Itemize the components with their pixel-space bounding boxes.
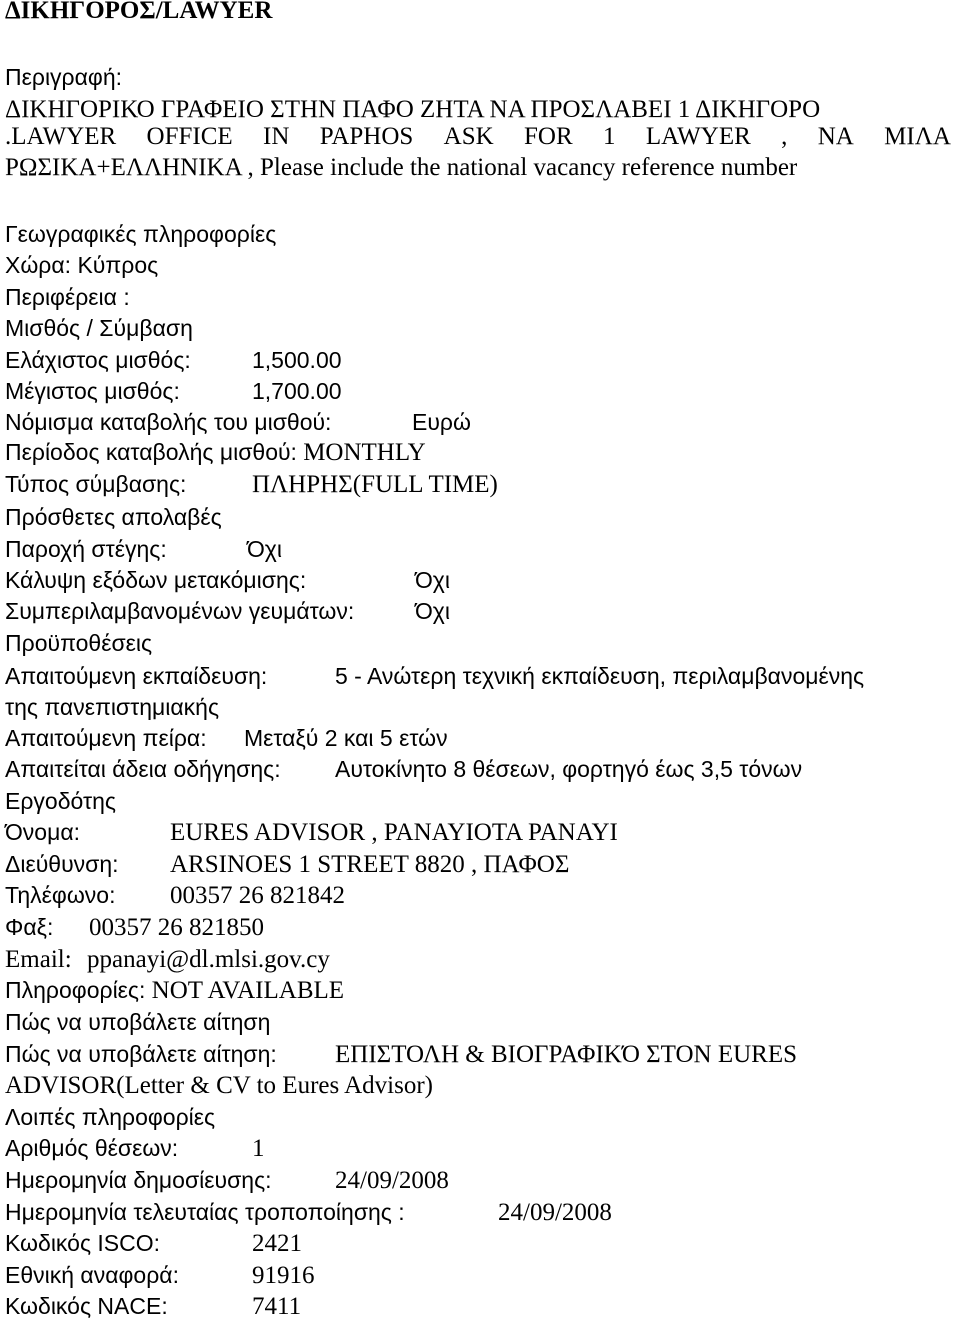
- contract-type-label: Τύπος σύμβασης:: [5, 471, 187, 497]
- geography-heading: Γεωγραφικές πληροφορίες: [5, 221, 277, 247]
- application-method-continued: ADVISOR(Letter & CV to Eures Advisor): [5, 1072, 433, 1099]
- region-field: Περιφέρεια :: [5, 284, 130, 310]
- phone-value: 00357 26 821842: [170, 882, 345, 909]
- other-info-heading: Λοιπές πληροφορίες: [5, 1104, 216, 1130]
- max-salary-label: Μέγιστος μισθός:: [5, 378, 180, 404]
- experience-value: Μεταξύ 2 και 5 ετών: [244, 725, 448, 751]
- description-word: ASK: [443, 123, 494, 150]
- description-word: ΜΙΛΑ: [884, 123, 951, 150]
- description-line-3: ΡΩΣΙΚΑ+ΕΛΛΗΝΙΚΑ , Please include the national vacancy reference number: [5, 154, 798, 181]
- email-value: ppanayi@dl.mlsi.gov.cy: [87, 946, 330, 973]
- salary-heading: Μισθός / Σύμβαση: [5, 315, 193, 341]
- positions-value: 1: [252, 1135, 265, 1162]
- education-label: Απαιτούμενη εκπαίδευση:: [5, 663, 268, 689]
- requirements-heading: Προϋποθέσεις: [5, 630, 153, 656]
- min-salary-value: 1,500.00: [252, 347, 342, 373]
- pay-period-value: MONTHLY: [303, 439, 426, 466]
- pay-period-row: [5, 437, 426, 468]
- info-label: Πληροφορίες:: [5, 977, 146, 1003]
- experience-label: Απαιτούμενη πείρα:: [5, 725, 207, 751]
- description-word: LAWYER: [645, 123, 751, 150]
- description-word: OFFICE: [146, 123, 233, 150]
- page-title: ΔΙΚΗΓΟΡΟΣ/LAWYER: [5, 0, 273, 24]
- application-method-label: Πώς να υποβάλετε αίτηση:: [5, 1041, 277, 1067]
- nace-code-label: Κωδικός NACE:: [5, 1293, 168, 1319]
- employer-name-label: Όνομα:: [5, 819, 81, 845]
- modified-date-value: 24/09/2008: [498, 1199, 612, 1226]
- description-word: FOR: [524, 123, 573, 150]
- education-value-continued: της πανεπιστημιακής: [5, 694, 220, 720]
- address-value: ARSINOES 1 STREET 8820 , ΠΑΦΟΣ: [170, 851, 570, 878]
- relocation-label: Κάλυψη εξόδων μετακόμισης:: [5, 567, 307, 593]
- info-row: [5, 975, 344, 1006]
- employer-name-value: EURES ADVISOR , PANAYIOTA PANAYI: [170, 819, 618, 846]
- education-value: 5 - Ανώτερη τεχνική εκπαίδευση, περιλαμβανομένης: [335, 663, 865, 689]
- isco-code-value: 2421: [252, 1230, 302, 1257]
- housing-label: Παροχή στέγης:: [5, 536, 167, 562]
- meals-value: Όχι: [415, 598, 450, 624]
- housing-value: Όχι: [247, 536, 282, 562]
- country-field: Χώρα: Κύπρος: [5, 252, 159, 278]
- description-word: .LAWYER: [5, 123, 117, 150]
- nace-code-value: 7411: [252, 1293, 302, 1320]
- description-word: 1: [603, 123, 616, 150]
- isco-code-label: Κωδικός ISCO:: [5, 1230, 161, 1256]
- description-heading: Περιγραφή:: [5, 64, 123, 90]
- description-word: PAPHOS: [319, 123, 414, 150]
- min-salary-label: Ελάχιστος μισθός:: [5, 347, 191, 373]
- national-reference-label: Εθνική αναφορά:: [5, 1262, 179, 1288]
- benefits-heading: Πρόσθετες απολαβές: [5, 504, 222, 530]
- published-date-label: Ημερομηνία δημοσίευσης:: [5, 1167, 272, 1193]
- currency-value: Ευρώ: [412, 409, 471, 435]
- email-label: Email:: [5, 946, 72, 973]
- contract-type-value: ΠΛΗΡΗΣ(FULL TIME): [252, 471, 498, 498]
- description-word: ,: [781, 123, 788, 150]
- national-reference-value: 91916: [252, 1262, 315, 1289]
- published-date-value: 24/09/2008: [335, 1167, 449, 1194]
- positions-label: Αριθμός θέσεων:: [5, 1135, 179, 1161]
- description-word: ΝΑ: [817, 123, 854, 150]
- driving-license-value: Αυτοκίνητο 8 θέσεων, φορτηγό έως 3,5 τόνων: [335, 756, 803, 782]
- fax-value: 00357 26 821850: [89, 914, 264, 941]
- application-method-value: ΕΠΙΣΤΟΛΗ & ΒΙΟΓΡΑΦΙΚΌ ΣΤΟΝ EURES: [335, 1041, 798, 1068]
- modified-date-label: Ημερομηνία τελευταίας τροποποίησης :: [5, 1199, 405, 1225]
- fax-label: Φαξ:: [5, 914, 54, 940]
- employer-heading: Εργοδότης: [5, 788, 116, 814]
- phone-label: Τηλέφωνο:: [5, 882, 116, 908]
- meals-label: Συμπεριλαμβανομένων γευμάτων:: [5, 598, 355, 624]
- description-line-2: [5, 121, 951, 152]
- address-label: Διεύθυνση:: [5, 851, 119, 877]
- relocation-value: Όχι: [415, 567, 450, 593]
- currency-label: Νόμισμα καταβολής του μισθού:: [5, 409, 332, 435]
- max-salary-value: 1,700.00: [252, 378, 342, 404]
- pay-period-label: Περίοδος καταβολής μισθού:: [5, 439, 297, 465]
- info-value: NOT AVAILABLE: [151, 977, 345, 1004]
- driving-license-label: Απαιτείται άδεια οδήγησης:: [5, 756, 281, 782]
- application-heading: Πώς να υποβάλετε αίτηση: [5, 1009, 271, 1035]
- description-line-1: ΔΙΚΗΓΟΡΙΚΟ ΓΡΑΦΕΙΟ ΣΤΗΝ ΠΑΦΟ ΖΗΤΑ ΝΑ ΠΡΟΣΛΑΒΕΙ 1 ΔΙΚΗΓΟΡΟ: [5, 96, 821, 123]
- description-word: IN: [263, 123, 290, 150]
